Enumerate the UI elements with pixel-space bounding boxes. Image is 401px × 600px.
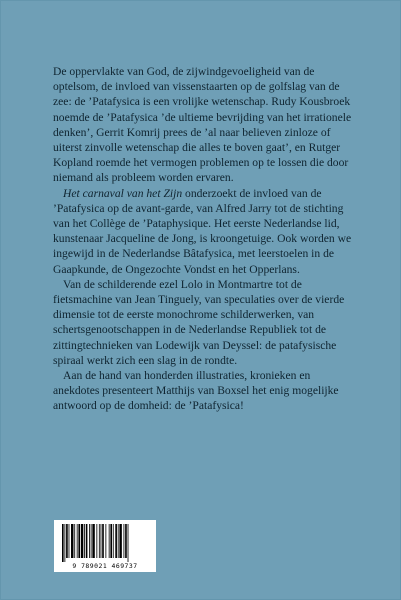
barcode-bar [69,524,70,558]
isbn-barcode [54,520,156,572]
barcode-bar [86,524,88,558]
blurb-paragraph-1: De oppervlakte van God, de zijwindgevoeligheid van de optelsom, de invloed van vissenstaarten op de golfslag van de zee: de ’Patafysica is een vrolijke wetenschap. Rudy Kousbroek noemde de ’Patafysica ’de ultieme bevrijding van het irrationele denken’, Gerrit Komrij prees de ’al naar believen zinloze of uiterst zinvolle wetenschap die alles te boven gaat’, en Rutger Kopland roemde het vermogen problemen op te lossen die door niemand als probleem worden ervaren. [53,65,352,185]
barcode-bar [96,524,97,558]
barcode-bar [74,524,75,558]
barcode-bar [128,524,129,562]
book-title: Het carnaval van het Zijn [63,186,183,200]
barcode-bar [125,524,127,558]
barcode-bar [118,524,119,558]
blurb-paragraph-2 [53,186,353,277]
blurb-text [53,64,353,414]
barcode-bar [62,524,64,562]
barcode-bar [105,524,106,558]
barcode-bar [84,524,85,558]
barcode-bar [91,524,92,558]
blurb-paragraph-2-text: onderzoekt de invloed van de ’Patafysica op de avant-garde, van Alfred Jarry tot de stichting van het Collège de ’Pataphysique. Het eerste Nederlandse lid, kunstenaar Jacqueline de Jong, is kroongetuige. Ook worden we ingewijd in de Nederlandse Bâtafysica, met leerstoelen in de Gaapkunde, de Ongezochte Vondst en het Opperlans. [53,186,352,276]
barcode-bar [109,524,110,558]
isbn-number: 9 789021 469737 [72,562,138,570]
barcode-bar [99,524,100,558]
barcode-bar [119,524,121,558]
barcode-bar [77,524,78,558]
barcode-bar [71,524,73,558]
barcode-bar [78,524,80,558]
barcode-bar [89,524,90,558]
barcode-bar [110,524,112,558]
barcode-bar [81,524,83,558]
barcode-bar [124,524,125,558]
barcode-bar [113,524,114,558]
barcode-bar [102,524,104,558]
barcode-bar [66,524,68,558]
barcode-bars [60,524,150,562]
barcode-bar [64,524,65,562]
blurb-paragraph-4: Aan de hand van honderden illustraties, kronieken en anekdotes presenteert Matthijs van Boxsel het enig mogelijke antwoord op de domheid: de ’Patafysica! [53,369,339,413]
barcode-bar [115,524,117,558]
barcode-bar [101,524,102,558]
barcode-bar [92,524,94,558]
blurb-paragraph-3: Van de schilderende ezel Lolo in Montmartre tot de fietsmachine van Jean Tinguely, van speculaties over de vierde dimensie tot de eerste monochrome schilderwerken, van schertsgenootschappen in de Nederlandse Republiek tot de zittingtechnieken van Lodewijk van Deyssel: de patafysische spiraal werkt zich een slag in de rondte. [53,277,345,367]
